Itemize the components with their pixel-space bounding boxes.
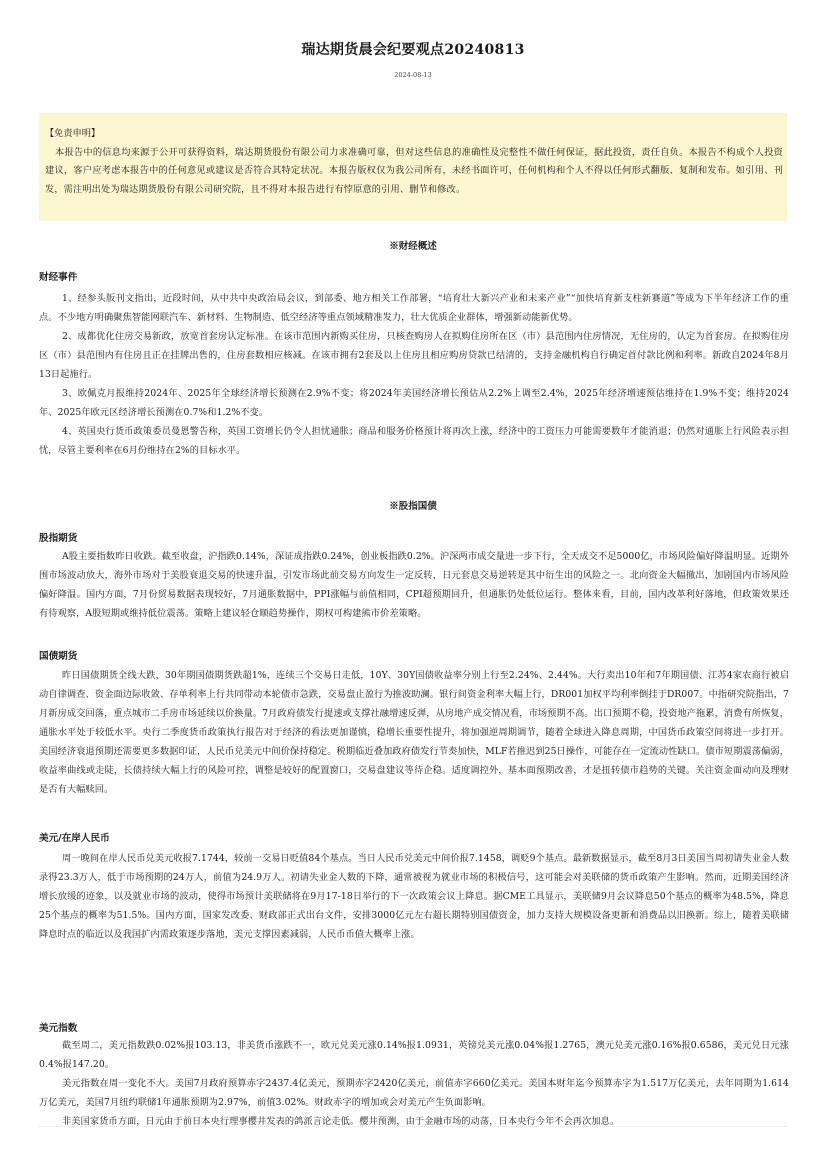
finance-events-heading: 财经事件 (39, 272, 78, 283)
usdcnh-text: 周一晚间在岸人民币兑美元收报7.1744，较前一交易日贬值84个基点。当日人民币兑美元中间价报7.1458，调贬9个基点。最新数据显示，截至8月3日美国当周初请失业金人数录得23.3万人，低于市场预期的24万人，前值为24.9万人。初请失业金人数的下降，通常被视为就业市场的积极信号，这可能会对美联储的货币政策产生影响。然而，近期美国经济增长放缓的迹象，以及就业市场的波动，使得市场预计美联储将在9月17-18日举行的下一次政策会议上降息。据CME工具显示，美联储9月会议降息50个基点的概率为48.5%，降息25个基点的概率为51.5%。国内方面，国家发改委、财政部正式出台文件，安排3000亿元左右超长期特别国债资金，加力支持大规模设备更新和消费品以旧换新。综上，随着美联储降息时点的临近以及我国扩内需政策逐步落地，美元支撑因素减弱，人民币币值大概率上涨。 (39, 853, 789, 940)
treasury-futures-text: 昨日国债期货全线大跌，30年期国债期货跌超1%，连续三个交易日走低，10Y、30Y国债收益率分别上行至2.24%、2.44%。大行卖出10年和7年期国债、江苏4家农商行被启动自律调查、资金面边际收敛、存单利率上行共同带动本轮债市急跌，交易盘止盈行为推波助澜。银行间资金利率大幅上行，DR001加权平均利率倒挂于DR007。中指研究院指出，7月新房成交回落，重点城市二手房市场延续以价换量。7月政府债发行提速或支撑社融增速反弹，从房地产成交情况看，市场预期不高。出口预期不稳，投资地产拖累，消费有所恢复，通胀水平处于较低水平。央行二季度货币政策执行报告对于经济的看法更加谨慎，稳增长重要性提升，将加强逆周期调节，随着全球进入降息周期，中国货币政策空间将进一步打开。美国经济衰退预期还需要更多数据印证，人民币兑美元中间价保持稳定。税期临近叠加政府债发行节奏加快，MLF若推迟到25日操作，可能存在一定流动性缺口。债市短期震荡偏弱，收益率曲线或走陡，长债持续大幅上行的风险可控，调整是较好的配置窗口，交易盘建议等待企稳。适度调控外，基本面预期改善，才是扭转债市趋势的关键。关注资金面动向及理财是否有大幅赎回。 (39, 670, 789, 795)
list-item: 2、成都优化住房交易新政，放宽首套房认定标准。在该市范围内新购买住房，只核查购房人在拟购住房所在区（市）县范围内住房情况，无住房的，认定为首套房。在拟购住房区（市）县范围内有住房且正在挂牌出售的，住房套数相应核减。在该市拥有2套及以上住房且相应购房贷款已结清的，支持金融机构自行确定首付款比例和利率。新政自2024年8月13日起施行。 (39, 331, 789, 380)
finance-events-list (39, 289, 789, 460)
dxy-body (39, 1036, 789, 1131)
dxy-paragraph: 美元指数在周一变化不大。美国7月政府预算赤字2437.4亿美元，预期赤字2420亿美元，前值赤字660亿美元。美国本财年迄今预算赤字为1.517万亿美元，去年同期为1.614万亿美元，美国7月纽约联储1年通胀预期为2.97%，前值3.02%。财政赤字的增加或会对美元产生负面影响。 (39, 1078, 789, 1108)
stock-futures-body (39, 547, 789, 623)
report-date: 2024-08-13 (394, 71, 432, 79)
list-item: 1、经参头版刊文指出，近段时间，从中共中央政治局会议，到部委、地方相关工作部署，“培育壮大新兴产业和未来产业”“加快培育新支柱新赛道”等成为下半年经济工作的重点。不少地方明确聚焦智能网联汽车、新材料、生物制造、低空经济等重点领域精准发力，壮大优质企业群体，增强新动能新优势。 (39, 293, 789, 323)
report-title: 瑞达期货晨会纪要观点20240813 (301, 42, 525, 58)
disclaimer-box (39, 113, 787, 221)
list-item: 3、欧佩克月报维持2024年、2025年全球经济增长预测在2.9%不变；将2024年美国经济增长预估从2.2%上调至2.4%，2025年经济增速预估维持在1.9%不变；维持2024年、2025年欧元区经济增长预测在0.7%和1.2%不变。 (39, 388, 789, 418)
usdcnh-body (39, 849, 789, 944)
disclaimer-text: 本报告中的信息均来源于公开可获得资料，瑞达期货股份有限公司力求准确可靠，但对这些信息的准确性及完整性不做任何保证，据此投资，责任自负。本报告不构成个人投资建议，客户应考虑本报告中的任何意见或建议是否符合其特定状况。本报告版权仅为我公司所有，未经书面许可，任何机构和个人不得以任何形式翻版、复制和发布。如引用、刊发，需注明出处为瑞达期货股份有限公司研究院，且不得对本报告进行有悖原意的引用、删节和修改。 (45, 146, 783, 195)
section-index-bond-title: ※股指国债 (389, 501, 437, 512)
stock-futures-heading: 股指期货 (39, 533, 78, 544)
list-item: 4、英国央行货币政策委员曼恩警告称，英国工资增长仍令人担忧通胀；商品和服务价格预计将再次上涨，经济中的工资压力可能需要数年才能消退；仍然对通胀上行风险表示担忧，尽管主要利率在6月份维持在2%的目标水平。 (39, 426, 789, 456)
dxy-heading: 美元指数 (39, 1023, 78, 1034)
usdcnh-heading: 美元/在岸人民币 (39, 833, 110, 844)
footer-divider (39, 1126, 787, 1127)
dxy-paragraph: 非美国家货币方面，日元由于前日本央行理事樱井发表的鸽派言论走低。樱井预测，由于金融市场的动荡，日本央行今年不会再次加息。 (62, 1116, 620, 1127)
treasury-futures-heading: 国债期货 (39, 651, 78, 662)
treasury-futures-body (39, 666, 789, 799)
section-finance-title: ※财经概述 (389, 241, 437, 252)
stock-futures-text: A股主要指数昨日收跌。截至收盘，沪指跌0.14%，深证成指跌0.24%，创业板指跌0.2%。沪深两市成交量进一步下行，全天成交不足5000亿，市场风险偏好降温明显。近期外围市场波动放大，海外市场对于美股衰退交易的快速升温，引发市场此前交易方向发生一定反转，日元套息交易逆转是其中衍生出的风险之一。北向资金大幅撤出，加剧国内市场风险偏好降温。国内方面，7月份贸易数据表现较好，7月通胀数据中，PPI涨幅与前值相同，CPI超预期回升，但通胀仍处低位运行。整体来看，目前，国内改革利好落地，但政策效果还有待观察，A股短期或维持低位震荡。策略上建议轻仓顺趋势操作，期权可构建熊市价差策略。 (39, 551, 789, 619)
dxy-paragraph: 截至周二，美元指数跌0.02%报103.13，非美货币涨跌不一，欧元兑美元涨0.14%报1.0931，英镑兑美元涨0.04%报1.2765，澳元兑美元涨0.16%报0.6586，美元兑日元涨0.4%报147.20。 (39, 1040, 789, 1070)
disclaimer-heading: 【免责申明】 (45, 128, 101, 139)
